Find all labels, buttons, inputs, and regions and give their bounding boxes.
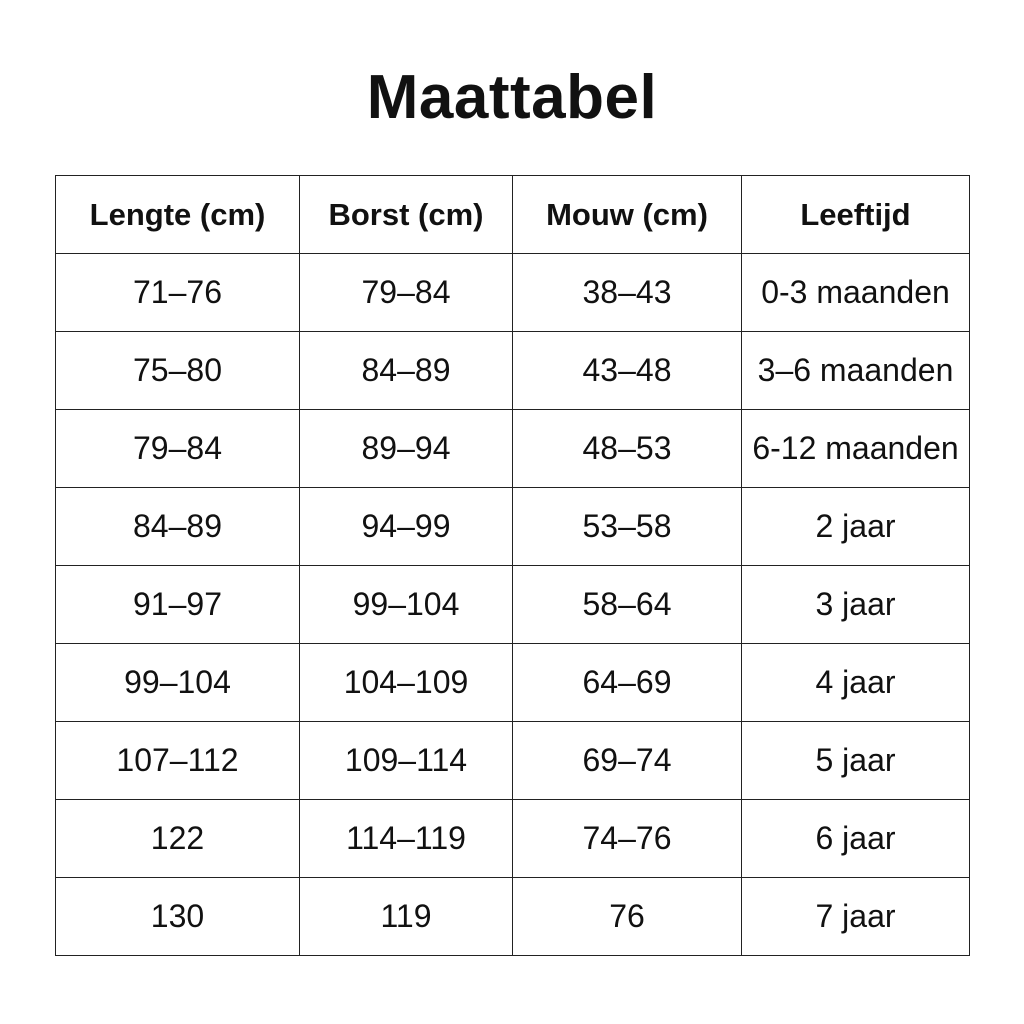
- cell-sleeve: 69–74: [513, 722, 742, 800]
- page-title: Maattabel: [366, 63, 658, 132]
- size-table: [55, 175, 970, 956]
- table-header-row: [56, 176, 970, 254]
- cell-sleeve: 76: [513, 878, 742, 956]
- cell-length: 75–80: [56, 332, 300, 410]
- cell-age: 6 jaar: [742, 800, 970, 878]
- table-row: [56, 410, 970, 488]
- cell-chest: 114–119: [300, 800, 513, 878]
- cell-age: 5 jaar: [742, 722, 970, 800]
- table-row: [56, 566, 970, 644]
- cell-sleeve: 58–64: [513, 566, 742, 644]
- cell-sleeve: 43–48: [513, 332, 742, 410]
- table-row: [56, 332, 970, 410]
- cell-chest: 109–114: [300, 722, 513, 800]
- cell-chest: 94–99: [300, 488, 513, 566]
- cell-chest: 89–94: [300, 410, 513, 488]
- table-row: [56, 800, 970, 878]
- cell-chest: 84–89: [300, 332, 513, 410]
- cell-age: 0-3 maanden: [742, 254, 970, 332]
- cell-length: 71–76: [56, 254, 300, 332]
- cell-length: 99–104: [56, 644, 300, 722]
- cell-sleeve: 38–43: [513, 254, 742, 332]
- cell-sleeve: 74–76: [513, 800, 742, 878]
- cell-length: 122: [56, 800, 300, 878]
- cell-length: 130: [56, 878, 300, 956]
- cell-chest: 119: [300, 878, 513, 956]
- table-row: [56, 878, 970, 956]
- cell-chest: 79–84: [300, 254, 513, 332]
- table-row: [56, 722, 970, 800]
- cell-age: 3 jaar: [742, 566, 970, 644]
- header-sleeve: Mouw (cm): [513, 176, 742, 254]
- table-row: [56, 254, 970, 332]
- cell-age: 6-12 maanden: [742, 410, 970, 488]
- cell-length: 84–89: [56, 488, 300, 566]
- table-row: [56, 488, 970, 566]
- cell-length: 107–112: [56, 722, 300, 800]
- cell-length: 91–97: [56, 566, 300, 644]
- cell-sleeve: 48–53: [513, 410, 742, 488]
- cell-sleeve: 64–69: [513, 644, 742, 722]
- header-length: Lengte (cm): [56, 176, 300, 254]
- cell-age: 4 jaar: [742, 644, 970, 722]
- cell-age: 2 jaar: [742, 488, 970, 566]
- cell-age: 7 jaar: [742, 878, 970, 956]
- cell-chest: 104–109: [300, 644, 513, 722]
- header-chest: Borst (cm): [300, 176, 513, 254]
- cell-chest: 99–104: [300, 566, 513, 644]
- cell-length: 79–84: [56, 410, 300, 488]
- header-age: Leeftijd: [742, 176, 970, 254]
- cell-sleeve: 53–58: [513, 488, 742, 566]
- table-row: [56, 644, 970, 722]
- cell-age: 3–6 maanden: [742, 332, 970, 410]
